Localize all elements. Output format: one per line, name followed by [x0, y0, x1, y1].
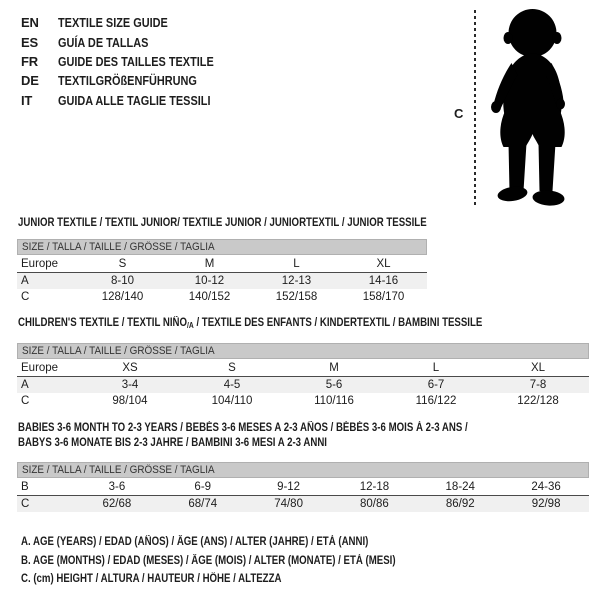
- language-code: IT: [21, 92, 33, 108]
- row-label: Europe: [21, 257, 59, 270]
- junior-table: [17, 239, 427, 305]
- language-label: TEXTILGRÖßENFÜHRUNG: [58, 73, 197, 89]
- table-cell: 9-12: [277, 480, 301, 493]
- table-cell: 12-18: [359, 480, 390, 493]
- size-header-bar: [17, 239, 427, 255]
- table-cell: 14-16: [368, 275, 399, 287]
- table-cell: L: [432, 361, 440, 374]
- table-cell: M: [204, 257, 215, 270]
- row-label: B: [21, 480, 29, 493]
- size-header-text: SIZE / TALLA / TAILLE / GRÖSSE / TAGLIA: [22, 241, 215, 253]
- table-cell: 3-6: [108, 480, 126, 493]
- language-label: GUIDE DES TAILLES TEXTILE: [58, 53, 214, 69]
- size-header-bar: [17, 462, 589, 478]
- table-cell: S: [228, 361, 236, 374]
- language-label: TEXTILE SIZE GUIDE: [58, 15, 168, 31]
- table-cell: 6-7: [427, 379, 445, 391]
- babies-table-title: [18, 421, 553, 450]
- table-cell: 104/110: [211, 395, 253, 407]
- footnotes: [21, 533, 467, 589]
- table-cell: 86/92: [445, 498, 475, 510]
- language-code: DE: [21, 73, 39, 89]
- table-cell: 128/140: [101, 291, 144, 303]
- babies-table: [17, 462, 589, 512]
- junior-table-title-text: JUNIOR TEXTILE / TEXTIL JUNIOR/ TEXTILE JUNIOR / JUNIORTEXTIL / JUNIOR TESSILE: [18, 217, 427, 229]
- row-label: C: [21, 498, 30, 510]
- row-label: C: [21, 395, 30, 407]
- table-cell: 8-10: [110, 275, 135, 287]
- table-cell: 5-6: [325, 379, 343, 391]
- table-row: [17, 273, 427, 289]
- table-cell: XL: [376, 257, 391, 270]
- footnote-text: A. AGE (YEARS) / EDAD (AÑOS) / ÂGE (ANS) / ALTER (JAHRE) / ETÀ (ANNI): [21, 536, 369, 549]
- table-cell: S: [118, 257, 127, 270]
- height-measure-label: C: [454, 106, 464, 121]
- table-cell: 6-9: [194, 480, 212, 493]
- row-label: A: [21, 275, 29, 287]
- row-label: A: [21, 379, 29, 391]
- language-label: GUIDA ALLE TAGLIE TESSILI: [58, 92, 211, 108]
- row-label: Europe: [21, 361, 59, 374]
- row-label: C: [21, 291, 30, 303]
- footnote-a: [21, 533, 467, 552]
- language-row-it: [21, 91, 243, 110]
- table-cell: 152/158: [275, 291, 318, 303]
- table-cell: XS: [122, 361, 138, 374]
- babies-title-line1: BABIES 3-6 MONTH TO 2-3 YEARS / BEBÉS 3-6 MESES A 2-3 AÑOS / BÉBÉS 3-6 MOIS À 2-3 ANS /: [18, 422, 468, 434]
- table-cell: 62/68: [102, 498, 132, 510]
- baby-silhouette-icon: [481, 5, 582, 210]
- table-cell: 122/128: [517, 395, 559, 407]
- table-cell: 10-12: [194, 275, 225, 287]
- title-suffix: / TEXTILE DES ENFANTS / KINDERTEXTIL / BAMBINI TESSILE: [193, 317, 483, 329]
- table-cell: 140/152: [188, 291, 231, 303]
- language-code: EN: [21, 15, 39, 31]
- height-measure-dashed-line: [474, 10, 476, 208]
- table-cell: L: [293, 257, 300, 270]
- table-cell: 3-4: [121, 379, 139, 391]
- title-prefix: CHILDREN'S TEXTILE / TEXTIL NIÑO: [18, 317, 188, 329]
- table-cell: 7-8: [529, 379, 547, 391]
- footnote-b: [21, 552, 467, 571]
- table-cell: 80/86: [360, 498, 389, 510]
- table-cell: XL: [530, 361, 546, 374]
- table-cell: 98/104: [112, 395, 148, 407]
- table-row: [17, 289, 427, 305]
- footnote-text: B. AGE (MONTHS) / EDAD (MESES) / ÂGE (MOIS) / ALTER (MONATE) / ETÀ (MESI): [21, 554, 396, 567]
- size-header-text: SIZE / TALLA / TAILLE / GRÖSSE / TAGLIA: [22, 464, 215, 476]
- table-cell: 12-13: [281, 275, 312, 287]
- table-cell: 158/170: [362, 291, 405, 303]
- language-row-en: [21, 13, 243, 32]
- language-guide: [21, 13, 243, 110]
- table-cell: 74/80: [274, 498, 303, 510]
- language-code: ES: [21, 34, 38, 50]
- table-row: [17, 393, 589, 409]
- junior-table-title: [18, 217, 504, 230]
- table-row: [17, 496, 589, 512]
- table-cell: 116/122: [415, 395, 457, 407]
- language-label: GUÍA DE TALLAS: [58, 34, 149, 50]
- language-row-es: [21, 32, 243, 51]
- table-cell: 110/116: [314, 395, 354, 407]
- language-row-de: [21, 71, 243, 90]
- size-header-bar: [17, 343, 589, 359]
- table-cell: 4-5: [223, 379, 241, 391]
- table-cell: 68/74: [188, 498, 218, 510]
- table-cell: 18-24: [445, 480, 475, 493]
- table-row: [17, 255, 427, 273]
- footnote-c: [21, 570, 467, 589]
- title-subscript: /A: [187, 321, 194, 330]
- footnote-text: C. (cm) HEIGHT / ALTURA / HAUTEUR / HÖHE / ALTEZZA: [21, 573, 282, 586]
- table-row: [17, 478, 589, 496]
- table-cell: 92/98: [531, 498, 561, 510]
- table-row: [17, 359, 589, 377]
- table-cell: M: [329, 361, 339, 374]
- language-code: FR: [21, 53, 38, 69]
- language-row-fr: [21, 52, 243, 71]
- children-table-title-text: [18, 317, 482, 332]
- babies-title-line2: BABYS 3-6 MONATE BIS 2-3 JAHRE / BAMBINI 3-6 MESI A 2-3 ANNI: [18, 436, 327, 449]
- table-cell: 24-36: [531, 480, 561, 493]
- table-row: [17, 377, 589, 393]
- children-table-title: [18, 317, 571, 332]
- size-header-text: SIZE / TALLA / TAILLE / GRÖSSE / TAGLIA: [22, 345, 215, 357]
- children-table: [17, 343, 589, 409]
